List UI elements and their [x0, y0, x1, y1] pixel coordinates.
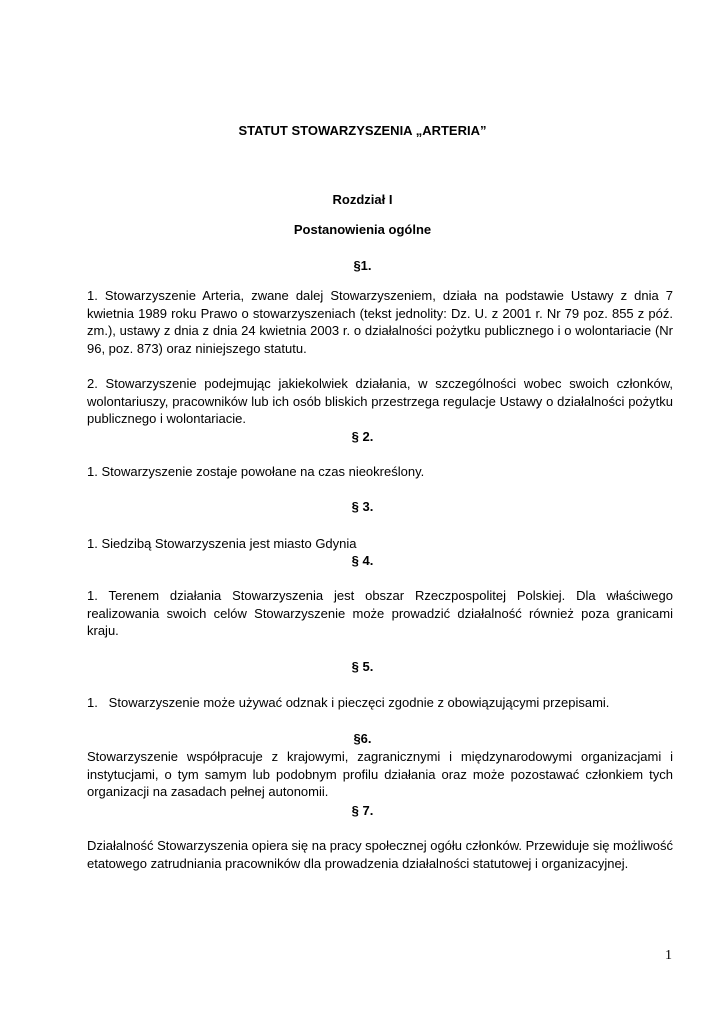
section-heading-2: § 2. [351, 429, 374, 444]
chapter-heading: Rozdział I [332, 192, 393, 207]
section-heading-4: § 4. [351, 553, 374, 568]
section-heading-3: § 3. [351, 499, 374, 514]
section-heading-7: § 7. [351, 803, 374, 818]
section-1-paragraph-1: 1. Stowarzyszenie Arteria, zwane dalej Stowarzyszeniem, działa na podstawie Ustawy z dnia 7 kwietnia 1989 roku Prawo o stowarzyszeniach (tekst jednolity: Dz. U. z 2001 r. Nr 79 poz. 855 z póź. zm.), ustawy z dnia z dnia 24 kwietnia 2003 r. o działalności pożytku publicznego i o wolontariacie (Nr 96, poz. 873) oraz niniejszego statutu. [87, 288, 673, 356]
document-title: STATUT STOWARZYSZENIA „ARTERIA” [238, 123, 487, 138]
section-5-paragraph-1: 1. Stowarzyszenie może używać odznak i pieczęci zgodnie z obowiązującymi przepisami. [87, 695, 610, 710]
section-heading-1: §1. [353, 258, 372, 273]
section-3-paragraph-1: 1. Siedzibą Stowarzyszenia jest miasto Gdynia [87, 536, 357, 551]
chapter-subtitle: Postanowienia ogólne [293, 222, 432, 237]
section-heading-5: § 5. [351, 659, 374, 674]
page-number: 1 [665, 948, 672, 963]
section-2-paragraph-1: 1. Stowarzyszenie zostaje powołane na czas nieokreślony. [87, 464, 425, 479]
section-6-paragraph-1: Stowarzyszenie współpracuje z krajowymi, zagranicznymi i międzynarodowymi organizacjami i instytucjami, o tym samym lub podobnym profilu działania oraz może pozostawać członkiem tych organizacji na zasadach pełnej autonomii. [87, 749, 673, 799]
section-4-paragraph-1: 1. Terenem działania Stowarzyszenia jest obszar Rzeczpospolitej Polskiej. Dla właściwego realizowania swoich celów Stowarzyszenie może prowadzić działalność również poza granicami kraju. [87, 588, 673, 638]
section-1-paragraph-2: 2. Stowarzyszenie podejmując jakiekolwiek działania, w szczególności wobec swoich członków, wolontariuszy, pracowników lub ich osób bliskich przestrzega regulacje Ustawy o działalności pożytku publicznego i wolontariacie. [87, 376, 673, 426]
section-heading-6: §6. [353, 731, 372, 746]
section-7-paragraph-1: Działalność Stowarzyszenia opiera się na pracy społecznej ogółu członków. Przewiduje się możliwość etatowego zatrudniania pracowników dla prowadzenia działalności statutowej i organizacyjnej. [87, 838, 673, 871]
